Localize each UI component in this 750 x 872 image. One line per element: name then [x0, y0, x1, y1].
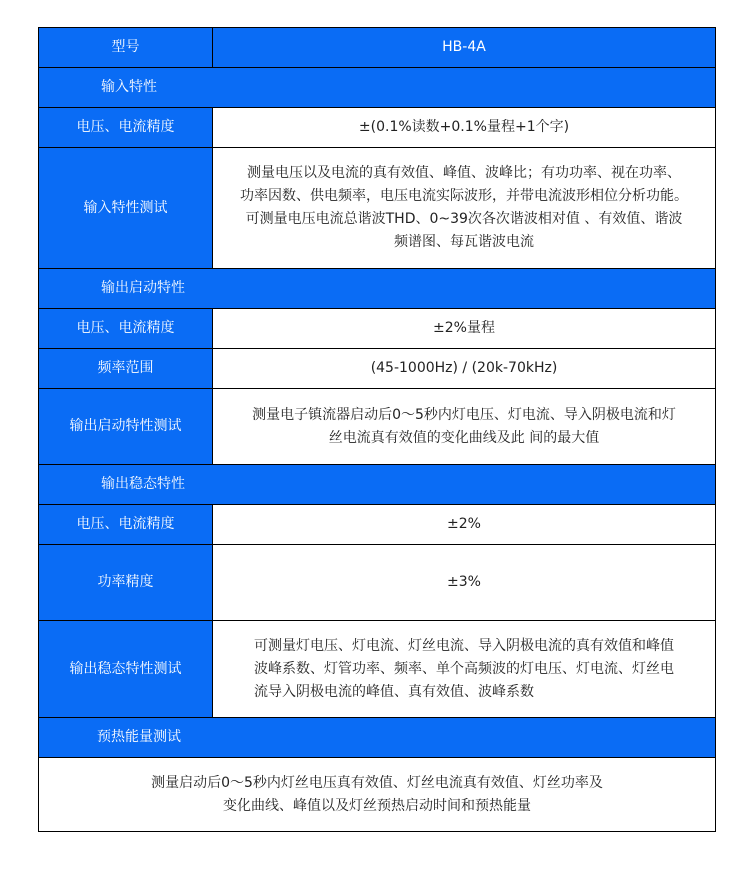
input-test-row	[39, 148, 716, 269]
steady-test-line: 波峰系数、灯管功率、频率、单个高频波的灯电压、灯电流、灯丝电	[254, 660, 674, 677]
input-test-line: 功率因数、供电频率，电压电流实际波形，并带电流波形相位分析功能。	[240, 188, 688, 204]
startup-test-line: 丝电流真有效值的变化曲线及此 间的最大值	[328, 429, 600, 446]
steady-test-line: 可测量灯电压、灯电流、灯丝电流、导入阴极电流的真有效值和峰值	[254, 637, 674, 654]
steady-power-label: 功率精度	[39, 545, 213, 621]
preheat-section-title: 预热能量测试	[39, 718, 716, 758]
startup-section-title: 输出启动特性	[39, 269, 716, 309]
steady-section-row	[39, 465, 716, 505]
steady-test-label: 输出稳态特性测试	[39, 621, 213, 718]
steady-section-title: 输出稳态特性	[39, 465, 716, 505]
startup-accuracy-row	[39, 309, 716, 349]
steady-test-row	[39, 621, 716, 718]
preheat-section-row	[39, 718, 716, 758]
input-test-line: 频谱图、每瓦谐波电流	[394, 234, 534, 250]
preheat-line: 测量启动后0～5秒内灯丝电压真有效值、灯丝电流真有效值、灯丝功率及	[151, 774, 603, 791]
input-test-description	[213, 148, 716, 269]
startup-accuracy-value: ±2%量程	[213, 309, 716, 349]
input-section-title: 输入特性	[39, 68, 716, 108]
preheat-line: 变化曲线、峰值以及灯丝预热启动时间和预热能量	[222, 797, 531, 814]
input-accuracy-row	[39, 108, 716, 148]
model-label: 型号	[39, 28, 213, 68]
preheat-description-row	[39, 758, 716, 832]
steady-accuracy-label: 电压、电流精度	[39, 505, 213, 545]
input-accuracy-label: 电压、电流精度	[39, 108, 213, 148]
startup-accuracy-label: 电压、电流精度	[39, 309, 213, 349]
steady-power-row	[39, 545, 716, 621]
startup-frequency-value: (45-1000Hz) / (20k-70kHz)	[213, 349, 716, 389]
input-accuracy-value: ±(0.1%读数+0.1%量程+1个字)	[213, 108, 716, 148]
steady-test-line: 流导入阴极电流的峰值、真有效值、波峰系数	[254, 683, 534, 700]
startup-frequency-row	[39, 349, 716, 389]
startup-test-row	[39, 389, 716, 465]
input-test-line: 可测量电压电流总谐波THD、0~39次各次谐波相对值 、有效值、谐波	[245, 211, 683, 227]
model-row	[39, 28, 716, 68]
startup-test-label: 输出启动特性测试	[39, 389, 213, 465]
steady-accuracy-value: ±2%	[213, 505, 716, 545]
startup-test-description	[213, 389, 716, 465]
steady-accuracy-row	[39, 505, 716, 545]
input-section-row	[39, 68, 716, 108]
steady-power-value: ±3%	[213, 545, 716, 621]
input-test-label: 输入特性测试	[39, 148, 213, 269]
input-test-line: 测量电压以及电流的真有效值、峰值、波峰比；有功功率、视在功率、	[247, 165, 681, 181]
spec-table	[38, 27, 716, 832]
steady-test-description	[213, 621, 716, 718]
startup-frequency-label: 频率范围	[39, 349, 213, 389]
preheat-description	[39, 758, 716, 832]
startup-test-line: 测量电子镇流器启动后0～5秒内灯电压、灯电流、导入阴极电流和灯	[252, 406, 676, 423]
model-value: HB-4A	[213, 28, 716, 68]
startup-section-row	[39, 269, 716, 309]
